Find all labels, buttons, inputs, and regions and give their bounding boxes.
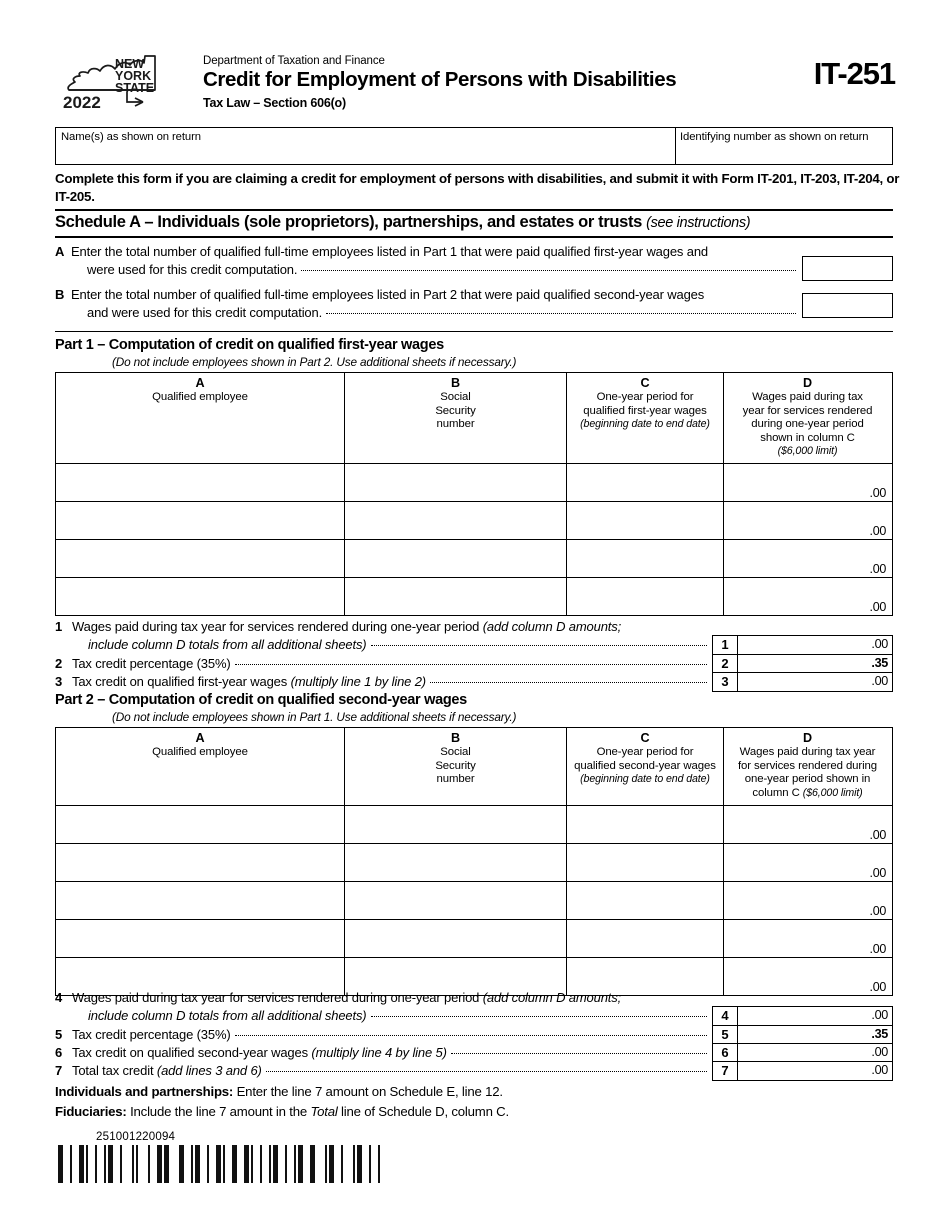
part1-row-3-ssn[interactable]	[345, 578, 567, 615]
line-b-letter: B	[55, 287, 65, 302]
logo-text-year: 2022	[63, 93, 101, 112]
line-6-amount-box[interactable]	[712, 1043, 893, 1063]
line-3-text-row-inner	[72, 674, 426, 689]
part1-col-d-line-2: during one-year period	[751, 418, 864, 431]
line-5-value: .35	[871, 1027, 888, 1041]
part1-col-b-line-1: Security	[435, 404, 476, 417]
line-6-text-row-inner	[72, 1045, 447, 1060]
line-b-text-second: and were used for this credit computation.	[87, 305, 323, 320]
part2-col-c-line-0: One-year period for	[596, 746, 694, 759]
part2-col-c-italic: (beginning date to end date)	[580, 773, 710, 786]
part1-col-d-header	[724, 373, 891, 463]
table-row	[56, 464, 892, 502]
line-5-text-row	[72, 1027, 710, 1042]
part1-col-b-line-0: Social	[440, 391, 471, 404]
part2-employee-table	[55, 727, 893, 996]
part2-col-c-header	[567, 728, 724, 805]
part1-employee-table	[55, 372, 893, 616]
line-2-dot-leader	[235, 664, 707, 665]
line-6-number: 6	[55, 1045, 63, 1060]
part1-col-d-line-3: shown in column C	[760, 431, 855, 444]
part1-subheading: (Do not include employees shown in Part 2. Use additional sheets if necessary.)	[112, 355, 517, 369]
line-6-value: .00	[871, 1045, 888, 1059]
table-row	[56, 540, 892, 578]
line-b-text-second-row	[87, 305, 799, 320]
part2-row-4-wages[interactable]	[724, 958, 891, 995]
line-4-text-second-row	[88, 1008, 710, 1023]
schedule-a-rule-top	[55, 209, 893, 211]
line-b-text-first: Enter the total number of qualified full-time employees listed in Part 2 that were paid qualified second-year wages	[71, 287, 705, 302]
line-4-number: 4	[55, 990, 63, 1005]
line-5-amount-box	[712, 1025, 893, 1045]
footer-note-fiduciaries-text-2: line of Schedule D, column C.	[337, 1104, 509, 1119]
line-1-value: .00	[871, 637, 888, 651]
line-3-text-row	[72, 674, 710, 689]
part1-row-1-cents: .00	[869, 524, 886, 539]
part2-row-2-period[interactable]	[567, 882, 724, 919]
part2-row-0-ssn[interactable]	[345, 806, 567, 843]
line-3-number: 3	[55, 674, 63, 689]
part1-row-2-ssn[interactable]	[345, 540, 567, 577]
line-1-text-first	[72, 619, 621, 634]
line-7-dot-leader	[266, 1071, 707, 1072]
part2-col-c-line-1: qualified second-year wages	[574, 759, 716, 772]
line-3-value: .00	[871, 674, 888, 688]
footer-note-individuals	[55, 1084, 503, 1099]
line-3-amount-box[interactable]	[712, 672, 893, 692]
part2-col-d-letter: D	[803, 731, 812, 745]
line-7-text-row	[72, 1063, 710, 1078]
identifying-number-field-label: Identifying number as shown on return	[680, 131, 869, 143]
line-a-letter: A	[55, 244, 65, 259]
logo-text-york: YORK	[115, 69, 152, 83]
line-2-value: .35	[871, 656, 888, 670]
form-masthead	[55, 44, 895, 116]
part2-row-3-cents: .00	[869, 942, 886, 957]
line-4-value: .00	[871, 1008, 888, 1022]
line-4-text-first	[72, 990, 621, 1005]
line-2-text: Tax credit percentage (35%)	[72, 656, 231, 671]
part1-col-c-italic: (beginning date to end date)	[580, 418, 710, 431]
part2-row-1-cents: .00	[869, 866, 886, 881]
name-field-label: Name(s) as shown on return	[61, 131, 201, 143]
line-7-amount-box[interactable]	[712, 1061, 893, 1081]
part2-row-3-wages[interactable]	[724, 920, 891, 957]
part1-row-2-employee[interactable]	[56, 540, 345, 577]
part1-row-3-period[interactable]	[567, 578, 724, 615]
part2-col-d-italic: ($6,000 limit)	[802, 786, 863, 799]
part1-row-3-employee[interactable]	[56, 578, 345, 615]
part1-col-c-letter: C	[640, 376, 650, 390]
part1-row-1-employee[interactable]	[56, 502, 345, 539]
page-title: Credit for Employment of Persons with Disabilities	[203, 68, 677, 91]
part1-col-d-italic: ($6,000 limit)	[777, 445, 838, 458]
part1-col-a-letter: A	[195, 376, 205, 390]
line-a-text-first: Enter the total number of qualified full-time employees listed in Part 1 that were paid qualified first-year wages and	[71, 244, 708, 259]
line-1-text-second-row	[88, 637, 710, 652]
part1-col-d-letter: D	[803, 376, 812, 390]
line-1-number: 1	[55, 619, 63, 634]
line-7-text-italic: (add lines 3 and 6)	[156, 1063, 262, 1078]
filing-instruction-text: Complete this form if you are claiming a credit for employment of persons with disabilities, and submit it with Form IT-201, IT-203, IT-204, or IT-205.	[55, 171, 900, 204]
part2-row-0-employee[interactable]	[56, 806, 345, 843]
part1-row-0-cents: .00	[869, 486, 886, 501]
line-5-number: 5	[55, 1027, 63, 1042]
line-7-text-row-inner	[72, 1063, 262, 1078]
part2-col-b-line-2: number	[436, 773, 475, 786]
footer-note-fiduciaries-text-1: Include the line 7 amount in the	[126, 1104, 311, 1119]
part2-col-b-line-1: Security	[435, 759, 476, 772]
part1-row-3-cents: .00	[869, 600, 886, 615]
part1-row-1-wages[interactable]	[724, 502, 891, 539]
part2-row-3-employee[interactable]	[56, 920, 345, 957]
part1-col-d-line-1: year for services rendered	[742, 404, 873, 417]
department-name: Department of Taxation and Finance	[203, 55, 385, 67]
part2-row-2-employee[interactable]	[56, 882, 345, 919]
schedule-a-rule-bottom	[55, 236, 893, 238]
form-barcode	[58, 1145, 382, 1183]
table-row	[56, 882, 892, 920]
part1-col-c-line-1: qualified first-year wages	[583, 404, 707, 417]
line-3-text-italic: (multiply line 1 by line 2)	[290, 674, 426, 689]
logo-text-new: NEW	[115, 57, 145, 71]
line-a-input[interactable]	[802, 256, 893, 281]
namebox-divider	[675, 128, 676, 164]
footer-note-individuals-label: Individuals and partnerships:	[55, 1084, 234, 1099]
part1-col-a-header	[56, 373, 345, 463]
part1-row-2-cents: .00	[869, 562, 886, 577]
part1-col-b-line-2: number	[436, 418, 475, 431]
line-1-amount-box[interactable]	[712, 635, 893, 655]
part2-row-3-period[interactable]	[567, 920, 724, 957]
part2-col-c-letter: C	[640, 731, 650, 745]
part1-col-a-line-0: Qualified employee	[152, 391, 248, 404]
line-1-box-number: 1	[713, 636, 738, 654]
footer-note-fiduciaries-label: Fiduciaries:	[55, 1104, 127, 1119]
part1-heading: Part 1 – Computation of credit on qualified first-year wages	[55, 337, 444, 353]
tax-law-reference: Tax Law – Section 606(o)	[203, 96, 346, 110]
line-a-text-second: were used for this credit computation.	[87, 262, 298, 277]
line-6-text-italic: (multiply line 4 by line 5)	[311, 1045, 447, 1060]
part1-row-3-wages[interactable]	[724, 578, 891, 615]
part1-row-2-wages[interactable]	[724, 540, 891, 577]
line-3-dot-leader	[430, 682, 707, 683]
part1-col-d-line-0: Wages paid during tax	[752, 391, 863, 404]
part1-col-c-header	[567, 373, 724, 463]
new-york-state-logo	[63, 46, 175, 116]
table-row	[56, 844, 892, 882]
part2-row-1-employee[interactable]	[56, 844, 345, 881]
line-6-text-row	[72, 1045, 710, 1060]
line-2-text-row	[72, 656, 710, 671]
schedule-a-heading-note: (see instructions)	[646, 215, 751, 231]
line-7-box-number: 7	[713, 1062, 738, 1080]
line-7-value: .00	[871, 1063, 888, 1077]
logo-text-state: STATE	[115, 81, 155, 95]
part2-col-a-line-0: Qualified employee	[152, 746, 248, 759]
line-1-text-plain: Wages paid during tax year for services rendered during one-year period	[72, 619, 483, 634]
part2-col-d-header	[724, 728, 891, 805]
part1-row-0-ssn[interactable]	[345, 464, 567, 501]
part2-col-a-letter: A	[195, 731, 205, 745]
part2-col-d-line-1: for services rendered during	[737, 759, 878, 772]
part2-col-a-header	[56, 728, 345, 805]
part2-col-b-header	[345, 728, 567, 805]
line-b-dot-leader	[326, 313, 796, 314]
line-7-number: 7	[55, 1063, 63, 1078]
barcode-number: 251001220094	[96, 1131, 176, 1143]
part1-row-0-employee[interactable]	[56, 464, 345, 501]
part1-row-1-period[interactable]	[567, 502, 724, 539]
line-b-input[interactable]	[802, 293, 893, 318]
part2-row-0-cents: .00	[869, 828, 886, 843]
line-2-box-number: 2	[713, 655, 738, 673]
line-4-amount-box[interactable]	[712, 1006, 893, 1026]
table-row	[56, 806, 892, 844]
barcode-space	[380, 1145, 382, 1183]
line-7-text-plain: Total tax credit	[72, 1063, 157, 1078]
part2-col-b-letter: B	[451, 731, 460, 745]
line-2-amount-box	[712, 654, 893, 674]
line-2-number: 2	[55, 656, 63, 671]
schedule-a-heading	[55, 213, 893, 232]
line-6-text-plain: Tax credit on qualified second-year wages	[72, 1045, 312, 1060]
part2-subheading: (Do not include employees shown in Part 1. Use additional sheets if necessary.)	[112, 710, 517, 724]
part1-table-header	[56, 373, 892, 464]
line-a-dot-leader	[301, 270, 796, 271]
part2-col-d-line-0: Wages paid during tax year	[739, 746, 876, 759]
part1-col-b-letter: B	[451, 376, 460, 390]
table-row	[56, 920, 892, 958]
part2-row-1-wages[interactable]	[724, 844, 891, 881]
part1-row-1-ssn[interactable]	[345, 502, 567, 539]
line-4-text-italic: (add column D amounts;	[482, 990, 622, 1005]
line-4-text-plain: Wages paid during tax year for services rendered during one-year period	[72, 990, 483, 1005]
line-a-text-second-row	[87, 262, 799, 277]
part1-row-2-period[interactable]	[567, 540, 724, 577]
part2-row-0-wages[interactable]	[724, 806, 891, 843]
part2-row-0-period[interactable]	[567, 806, 724, 843]
part1-rule	[55, 331, 893, 332]
form-number: IT-251	[813, 56, 895, 91]
taxpayer-identification-box	[55, 127, 893, 165]
line-1-text-italic: (add column D amounts;	[482, 619, 622, 634]
line-4-text-second: include column D totals from all additional sheets)	[88, 1008, 367, 1023]
line-6-dot-leader	[451, 1053, 707, 1054]
line-4-box-number: 4	[713, 1007, 738, 1025]
part2-row-2-cents: .00	[869, 904, 886, 919]
part2-row-1-period[interactable]	[567, 844, 724, 881]
line-4-dot-leader	[371, 1016, 708, 1017]
part2-row-2-ssn[interactable]	[345, 882, 567, 919]
line-5-dot-leader	[235, 1035, 707, 1036]
part1-row-0-wages[interactable]	[724, 464, 891, 501]
footer-note-fiduciaries-italic: Total	[310, 1104, 338, 1119]
table-row	[56, 578, 892, 615]
part2-col-d-line-3: column C	[752, 786, 803, 799]
schedule-a-heading-text: Schedule A – Individuals (sole proprietors), partnerships, and estates or trusts	[55, 213, 642, 231]
part2-col-d-line-2: one-year period shown in	[744, 773, 871, 786]
part2-col-b-line-0: Social	[440, 746, 471, 759]
part2-heading: Part 2 – Computation of credit on qualified second-year wages	[55, 692, 467, 708]
part1-col-c-line-0: One-year period for	[596, 391, 694, 404]
footer-note-fiduciaries	[55, 1104, 509, 1119]
part1-col-b-header	[345, 373, 567, 463]
table-row	[56, 502, 892, 540]
part1-row-0-period[interactable]	[567, 464, 724, 501]
line-3-text-plain: Tax credit on qualified first-year wages	[72, 674, 291, 689]
part2-row-4-cents: .00	[869, 980, 886, 995]
line-1-dot-leader	[371, 645, 708, 646]
part2-table-header	[56, 728, 892, 806]
footer-note-individuals-text: Enter the line 7 amount on Schedule E, line 12.	[233, 1084, 503, 1099]
line-3-box-number: 3	[713, 673, 738, 691]
line-1-text-second: include column D totals from all additional sheets)	[88, 637, 367, 652]
part2-row-2-wages[interactable]	[724, 882, 891, 919]
part2-row-1-ssn[interactable]	[345, 844, 567, 881]
line-6-box-number: 6	[713, 1044, 738, 1062]
line-5-text: Tax credit percentage (35%)	[72, 1027, 231, 1042]
part2-row-3-ssn[interactable]	[345, 920, 567, 957]
line-5-box-number: 5	[713, 1026, 738, 1044]
